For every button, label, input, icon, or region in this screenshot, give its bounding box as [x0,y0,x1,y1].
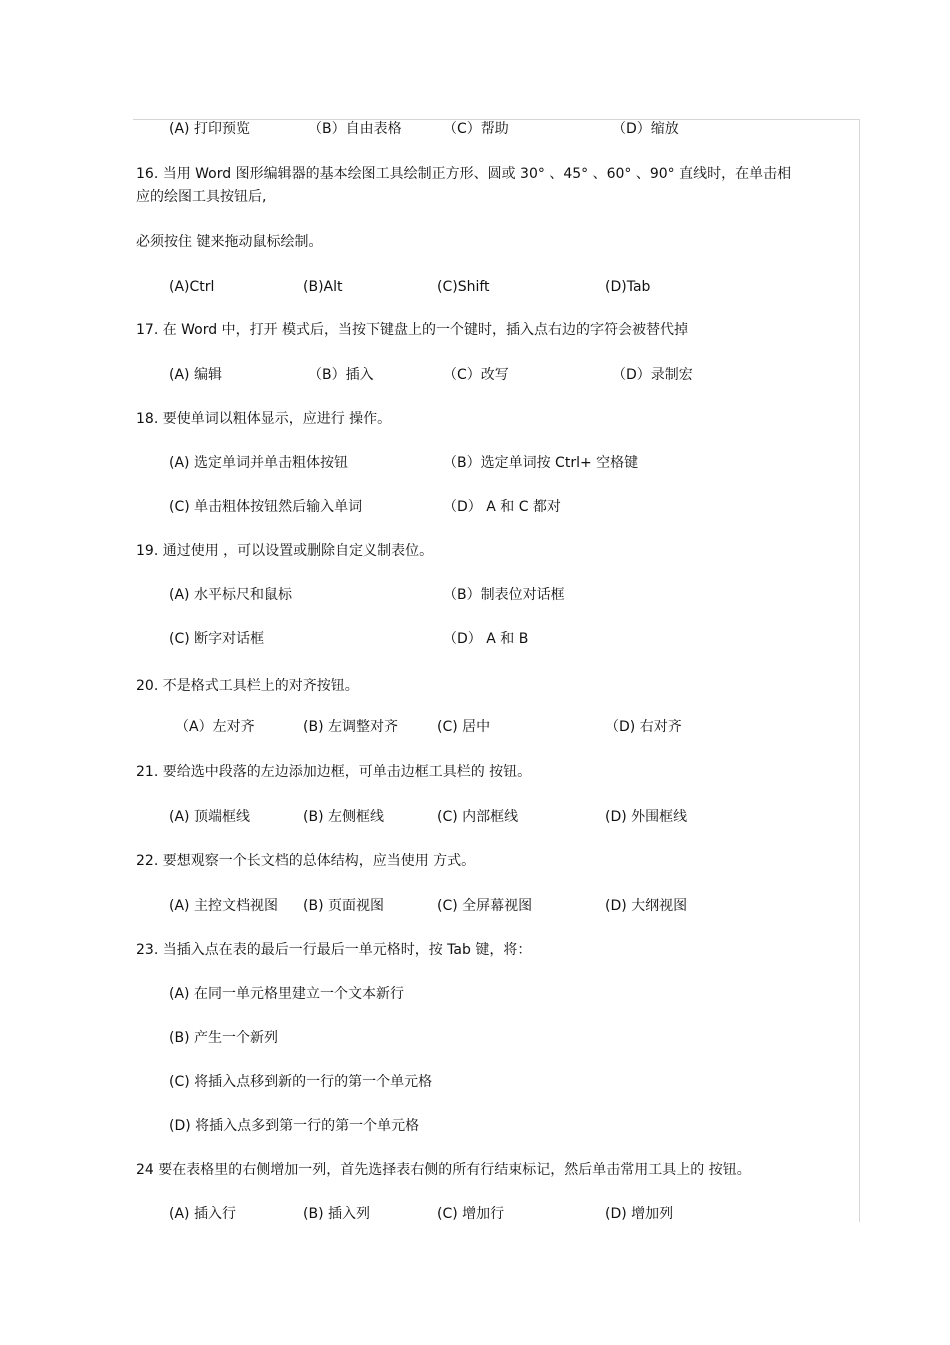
answer-option: (A) 选定单词并单击粗体按钮 [169,455,348,471]
question-text: 21. 要给选中段落的左边添加边框，可单击边框工具栏的 按钮。 [136,764,532,780]
answer-option: (C) 增加行 [437,1206,505,1222]
answer-option: （C）帮助 [443,121,509,137]
answer-option: (C) 断字对话框 [169,631,265,647]
answer-option: （D） A 和 C 都对 [443,499,561,515]
answer-option: (A) 顶端框线 [169,809,250,825]
answer-option: （C）改写 [443,367,509,383]
answer-option: (A) 打印预览 [169,121,250,137]
question-text: 17. 在 Word 中，打开 模式后，当按下键盘上的一个键时，插入点右边的字符会被替代掉 [136,322,689,338]
question-text: 20. 不是格式工具栏上的对齐按钮。 [136,678,359,694]
answer-option: (D) 大纲视图 [605,898,688,914]
answer-option: (B) 左侧框线 [303,809,384,825]
answer-option: (A) 编辑 [169,367,222,383]
answer-option: (C) 居中 [437,719,491,735]
page-right-border [859,119,860,1222]
answer-option: （A）左对齐 [175,719,255,735]
question-text: 应的绘图工具按钮后, [136,189,267,205]
answer-option: （D) 右对齐 [605,719,682,735]
answer-option: (B)Alt [303,279,343,295]
option-line: (A) 在同一单元格里建立一个文本新行 [169,986,404,1002]
option-line: (C) 将插入点移到新的一行的第一个单元格 [169,1074,433,1090]
question-text: 23. 当插入点在表的最后一行最后一单元格时，按 Tab 键，将： [136,942,532,958]
answer-option: （B）自由表格 [308,121,402,137]
question-text: 22. 要想观察一个长文档的总体结构，应当使用 方式。 [136,853,476,869]
answer-option: (D) 外围框线 [605,809,688,825]
option-line: (D) 将插入点多到第一行的第一个单元格 [169,1118,420,1134]
answer-option: （B）制表位对话框 [443,587,565,603]
answer-option: （D）缩放 [612,121,679,137]
answer-option: (B) 左调整对齐 [303,719,398,735]
question-text: 19. 通过使用 ，可以设置或删除自定义制表位。 [136,543,434,559]
question-text: 16. 当用 Word 图形编辑器的基本绘图工具绘制正方形、圆或 30° 、45° 、60° 、90° 直线时，在单击相 [136,166,792,182]
answer-option: （D）录制宏 [612,367,693,383]
answer-option: (C) 全屏幕视图 [437,898,533,914]
answer-option: (A) 主控文档视图 [169,898,278,914]
answer-option: （B）插入 [308,367,374,383]
answer-option: (C) 内部框线 [437,809,519,825]
answer-option: (D) 增加列 [605,1206,674,1222]
answer-option: (A) 水平标尺和鼠标 [169,587,292,603]
answer-option: (C) 单击粗体按钮然后输入单词 [169,499,363,515]
answer-option: （B）选定单词按 Ctrl+ 空格键 [443,455,639,471]
answer-option: (B) 插入列 [303,1206,370,1222]
question-text: 24 要在表格里的右侧增加一列，首先选择表右侧的所有行结束标记，然后单击常用工具上的 按钮。 [136,1162,751,1178]
answer-option: (C)Shift [437,279,490,295]
question-text: 18. 要使单词以粗体显示，应进行 操作。 [136,411,392,427]
answer-option: (B) 页面视图 [303,898,384,914]
answer-option: (A)Ctrl [169,279,215,295]
question-text: 必须按住 键来拖动鼠标绘制。 [136,234,323,250]
answer-option: (A) 插入行 [169,1206,236,1222]
answer-option: （D） A 和 B [443,631,529,647]
option-line: (B) 产生一个新列 [169,1030,278,1046]
answer-option: (D)Tab [605,279,651,295]
